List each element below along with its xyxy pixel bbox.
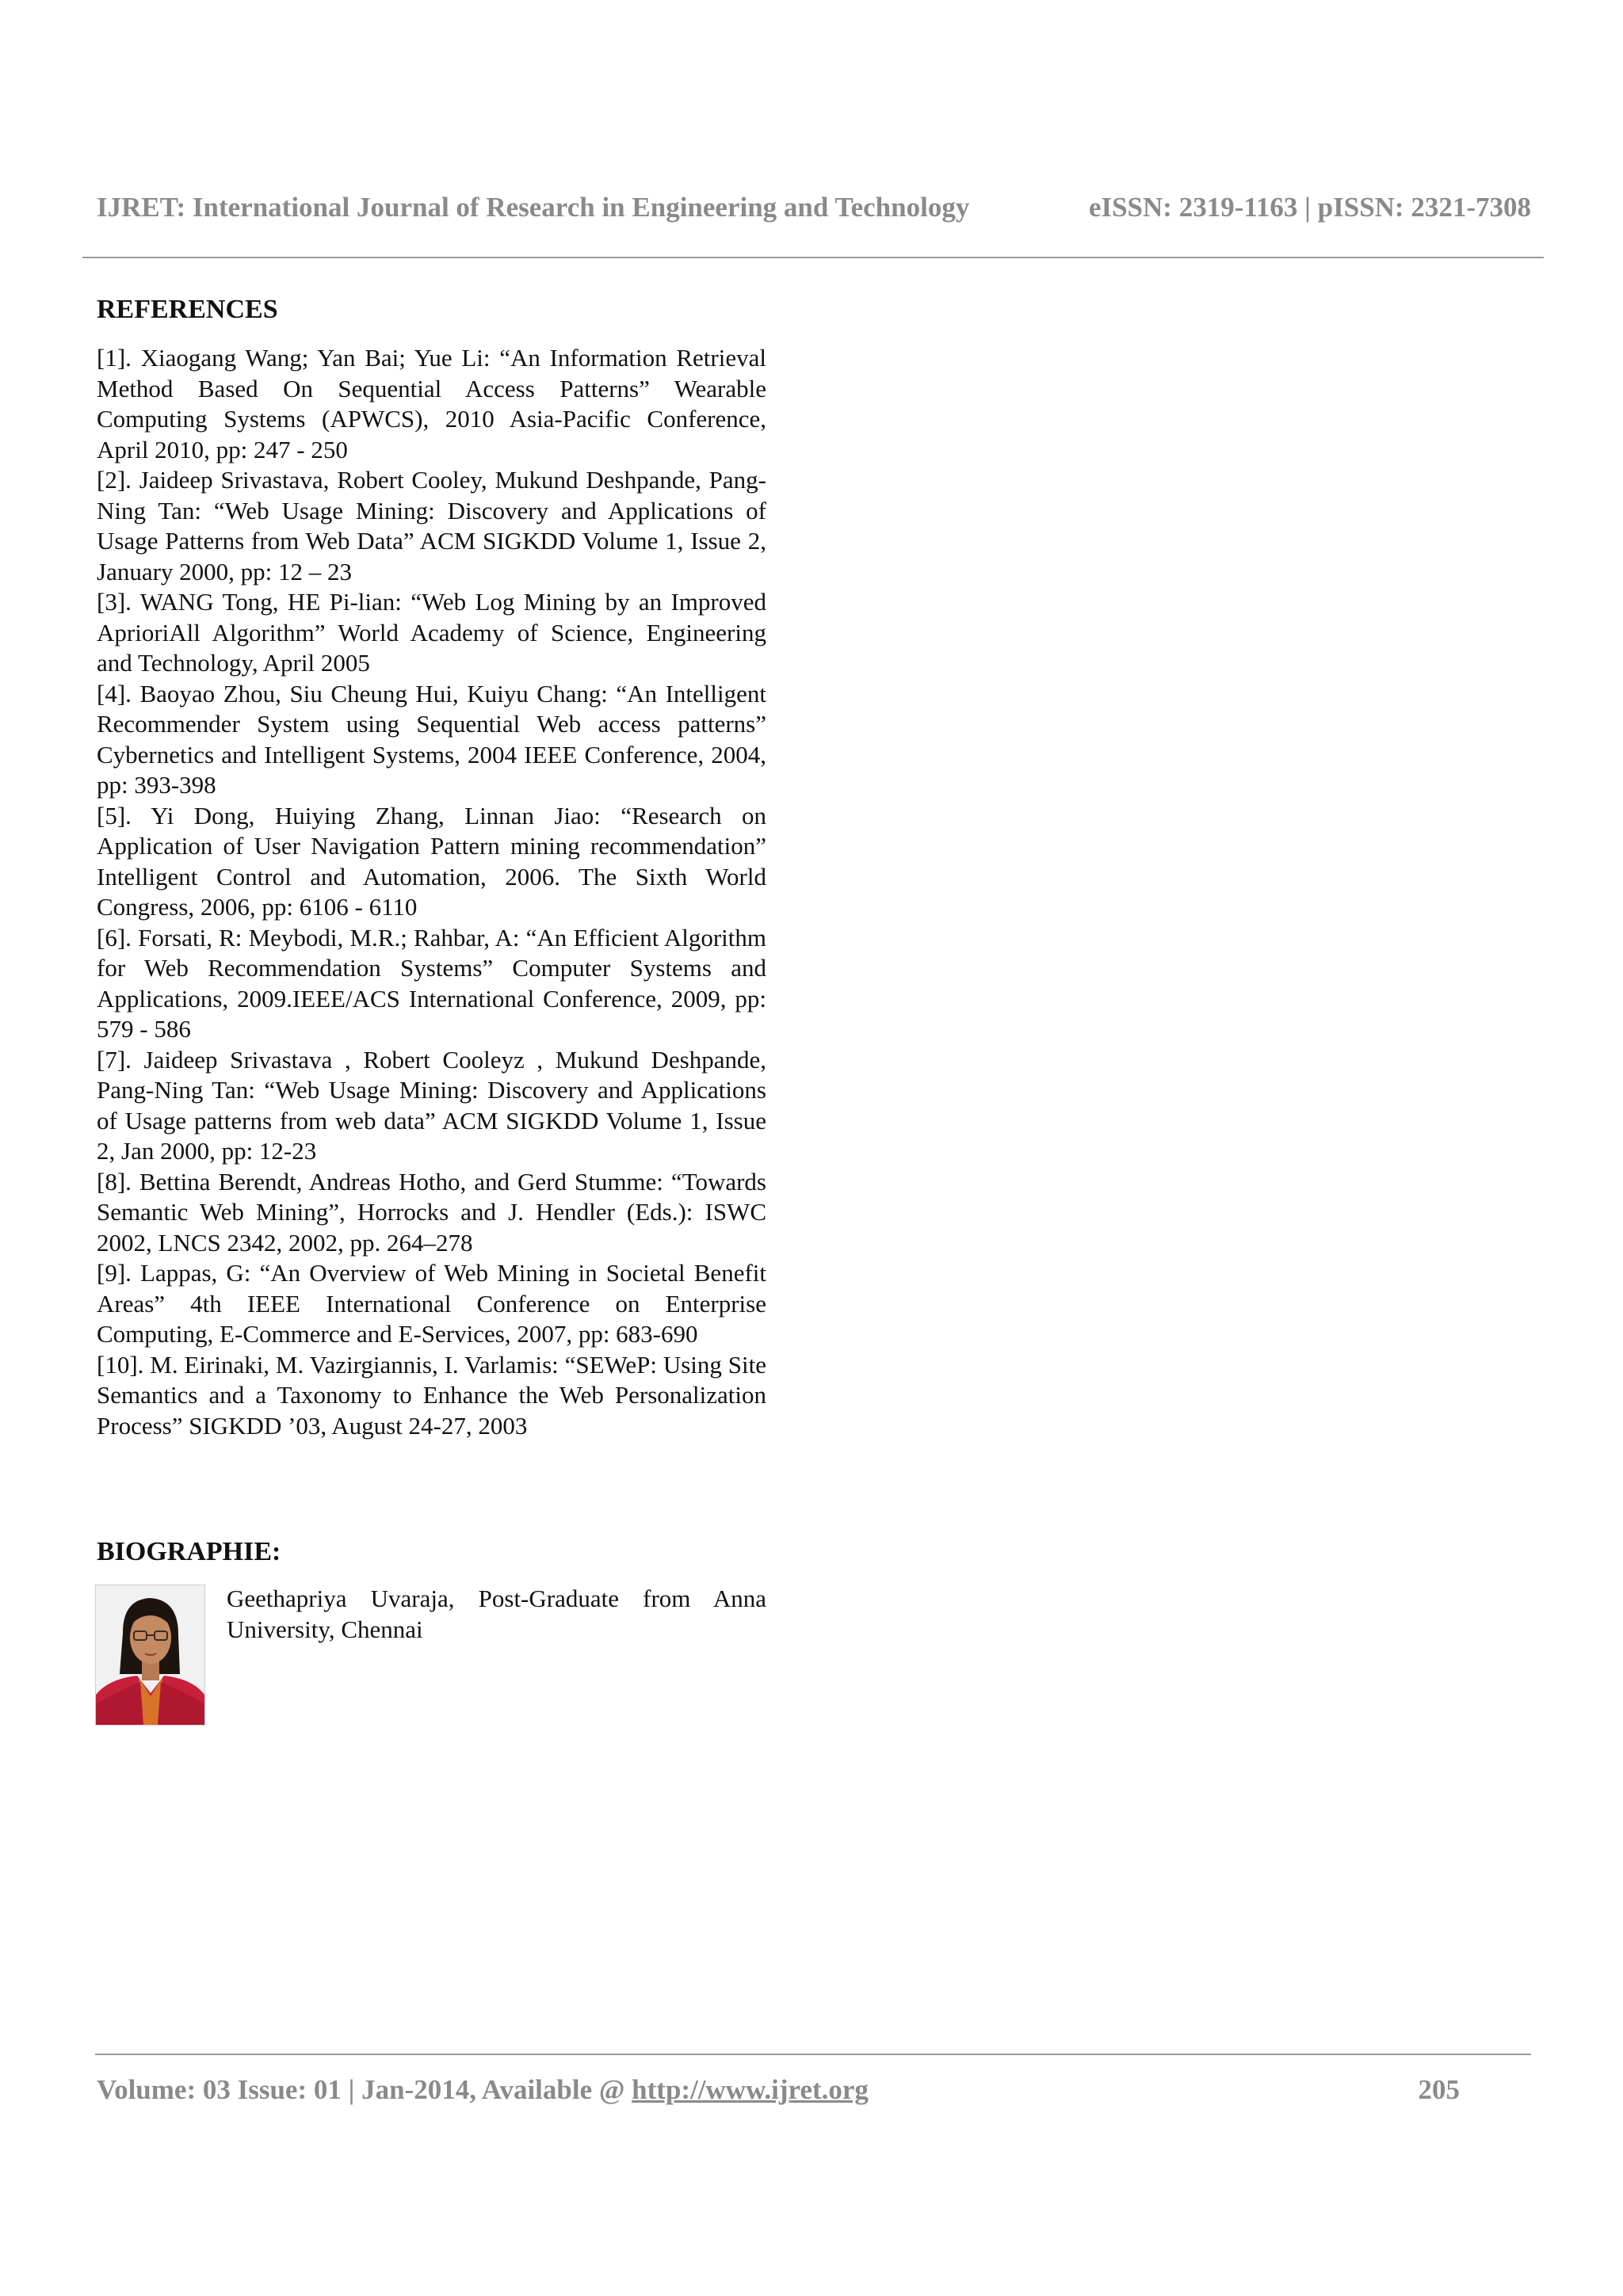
reference-item: [7]. Jaideep Srivastava , Robert Cooleyz , Mukund Deshpande, Pang-Ning Tan: “Web Usage Mining: Discovery and Applications of Usage patterns from web data” ACM SIGKDD Volume 1, Issue 2, Jan 2000, pp: 12-23 bbox=[97, 1045, 766, 1165]
journal-title: IJRET: International Journal of Research in Engineering and Technology bbox=[97, 192, 970, 223]
reference-item: [3]. WANG Tong, HE Pi-lian: “Web Log Mining by an Improved AprioriAll Algorithm” World Academy of Science, Engineering and Technology, April 2005 bbox=[97, 588, 766, 677]
references-heading: REFERENCES bbox=[97, 295, 278, 324]
reference-item: [4]. Baoyao Zhou, Siu Cheung Hui, Kuiyu Chang: “An Intelligent Recommender System using Sequential Web access patterns” Cybernetics and Intelligent Systems, 2004 IEEE Conference, 2004, pp: 393-398 bbox=[97, 679, 766, 799]
biography-heading: BIOGRAPHIE: bbox=[97, 1537, 281, 1566]
reference-list bbox=[97, 343, 766, 1441]
author-photo bbox=[95, 1585, 205, 1726]
header-divider bbox=[82, 257, 1544, 258]
reference-item: [1]. Xiaogang Wang; Yan Bai; Yue Li: “An Information Retrieval Method Based On Sequential Access Patterns” Wearable Computing Systems (APWCS), 2010 Asia-Pacific Conference, April 2010, pp: 247 - 250 bbox=[97, 344, 766, 463]
volume-text: Volume: 03 Issue: 01 | Jan-2014, Available @ bbox=[97, 2074, 632, 2105]
biography-text: Geethapriya Uvaraja, Post-Graduate from Anna University, Chennai bbox=[227, 1585, 766, 1643]
running-footer bbox=[97, 2074, 1460, 2109]
issn-numbers: eISSN: 2319-1163 | pISSN: 2321-7308 bbox=[1088, 192, 1531, 223]
reference-item: [5]. Yi Dong, Huiying Zhang, Linnan Jiao: “Research on Application of User Navigation Pattern mining recommendation” Intelligent Control and Automation, 2006. The Sixth World Congress, 2006, pp: 6106 - 6110 bbox=[97, 801, 766, 921]
reference-item: [2]. Jaideep Srivastava, Robert Cooley, Mukund Deshpande, Pang-Ning Tan: “Web Usage Mining: Discovery and Applications of Usage Patterns from Web Data” ACM SIGKDD Volume 1, Issue 2, January 2000, pp: 12 – 23 bbox=[97, 466, 766, 585]
volume-info bbox=[97, 2074, 869, 2106]
author-portrait-image bbox=[96, 1585, 204, 1725]
journal-website-link[interactable]: http://www.ijret.org bbox=[632, 2074, 869, 2105]
running-header bbox=[97, 192, 1531, 227]
reference-item: [9]. Lappas, G: “An Overview of Web Mining in Societal Benefit Areas” 4th IEEE International Conference on Enterprise Computing, E-Commerce and E-Services, 2007, pp: 683-690 bbox=[97, 1259, 766, 1348]
reference-item: [6]. Forsati, R: Meybodi, M.R.; Rahbar, A: “An Efficient Algorithm for Web Recommendation Systems” Computer Systems and Applications, 2009.IEEE/ACS International Conference, 2009, pp: 579 - 586 bbox=[97, 923, 766, 1043]
page-number: 205 bbox=[1418, 2074, 1460, 2105]
reference-item: [8]. Bettina Berendt, Andreas Hotho, and Gerd Stumme: “Towards Semantic Web Mining”, Horrocks and J. Hendler (Eds.): ISWC 2002, LNCS 2342, 2002, pp. 264–278 bbox=[97, 1167, 766, 1257]
footer-divider bbox=[95, 2054, 1531, 2055]
reference-item: [10]. M. Eirinaki, M. Vazirgiannis, I. Varlamis: “SEWeP: Using Site Semantics and a Taxonomy to Enhance the Web Personalization Process” SIGKDD ’03, August 24-27, 2003 bbox=[97, 1350, 766, 1440]
